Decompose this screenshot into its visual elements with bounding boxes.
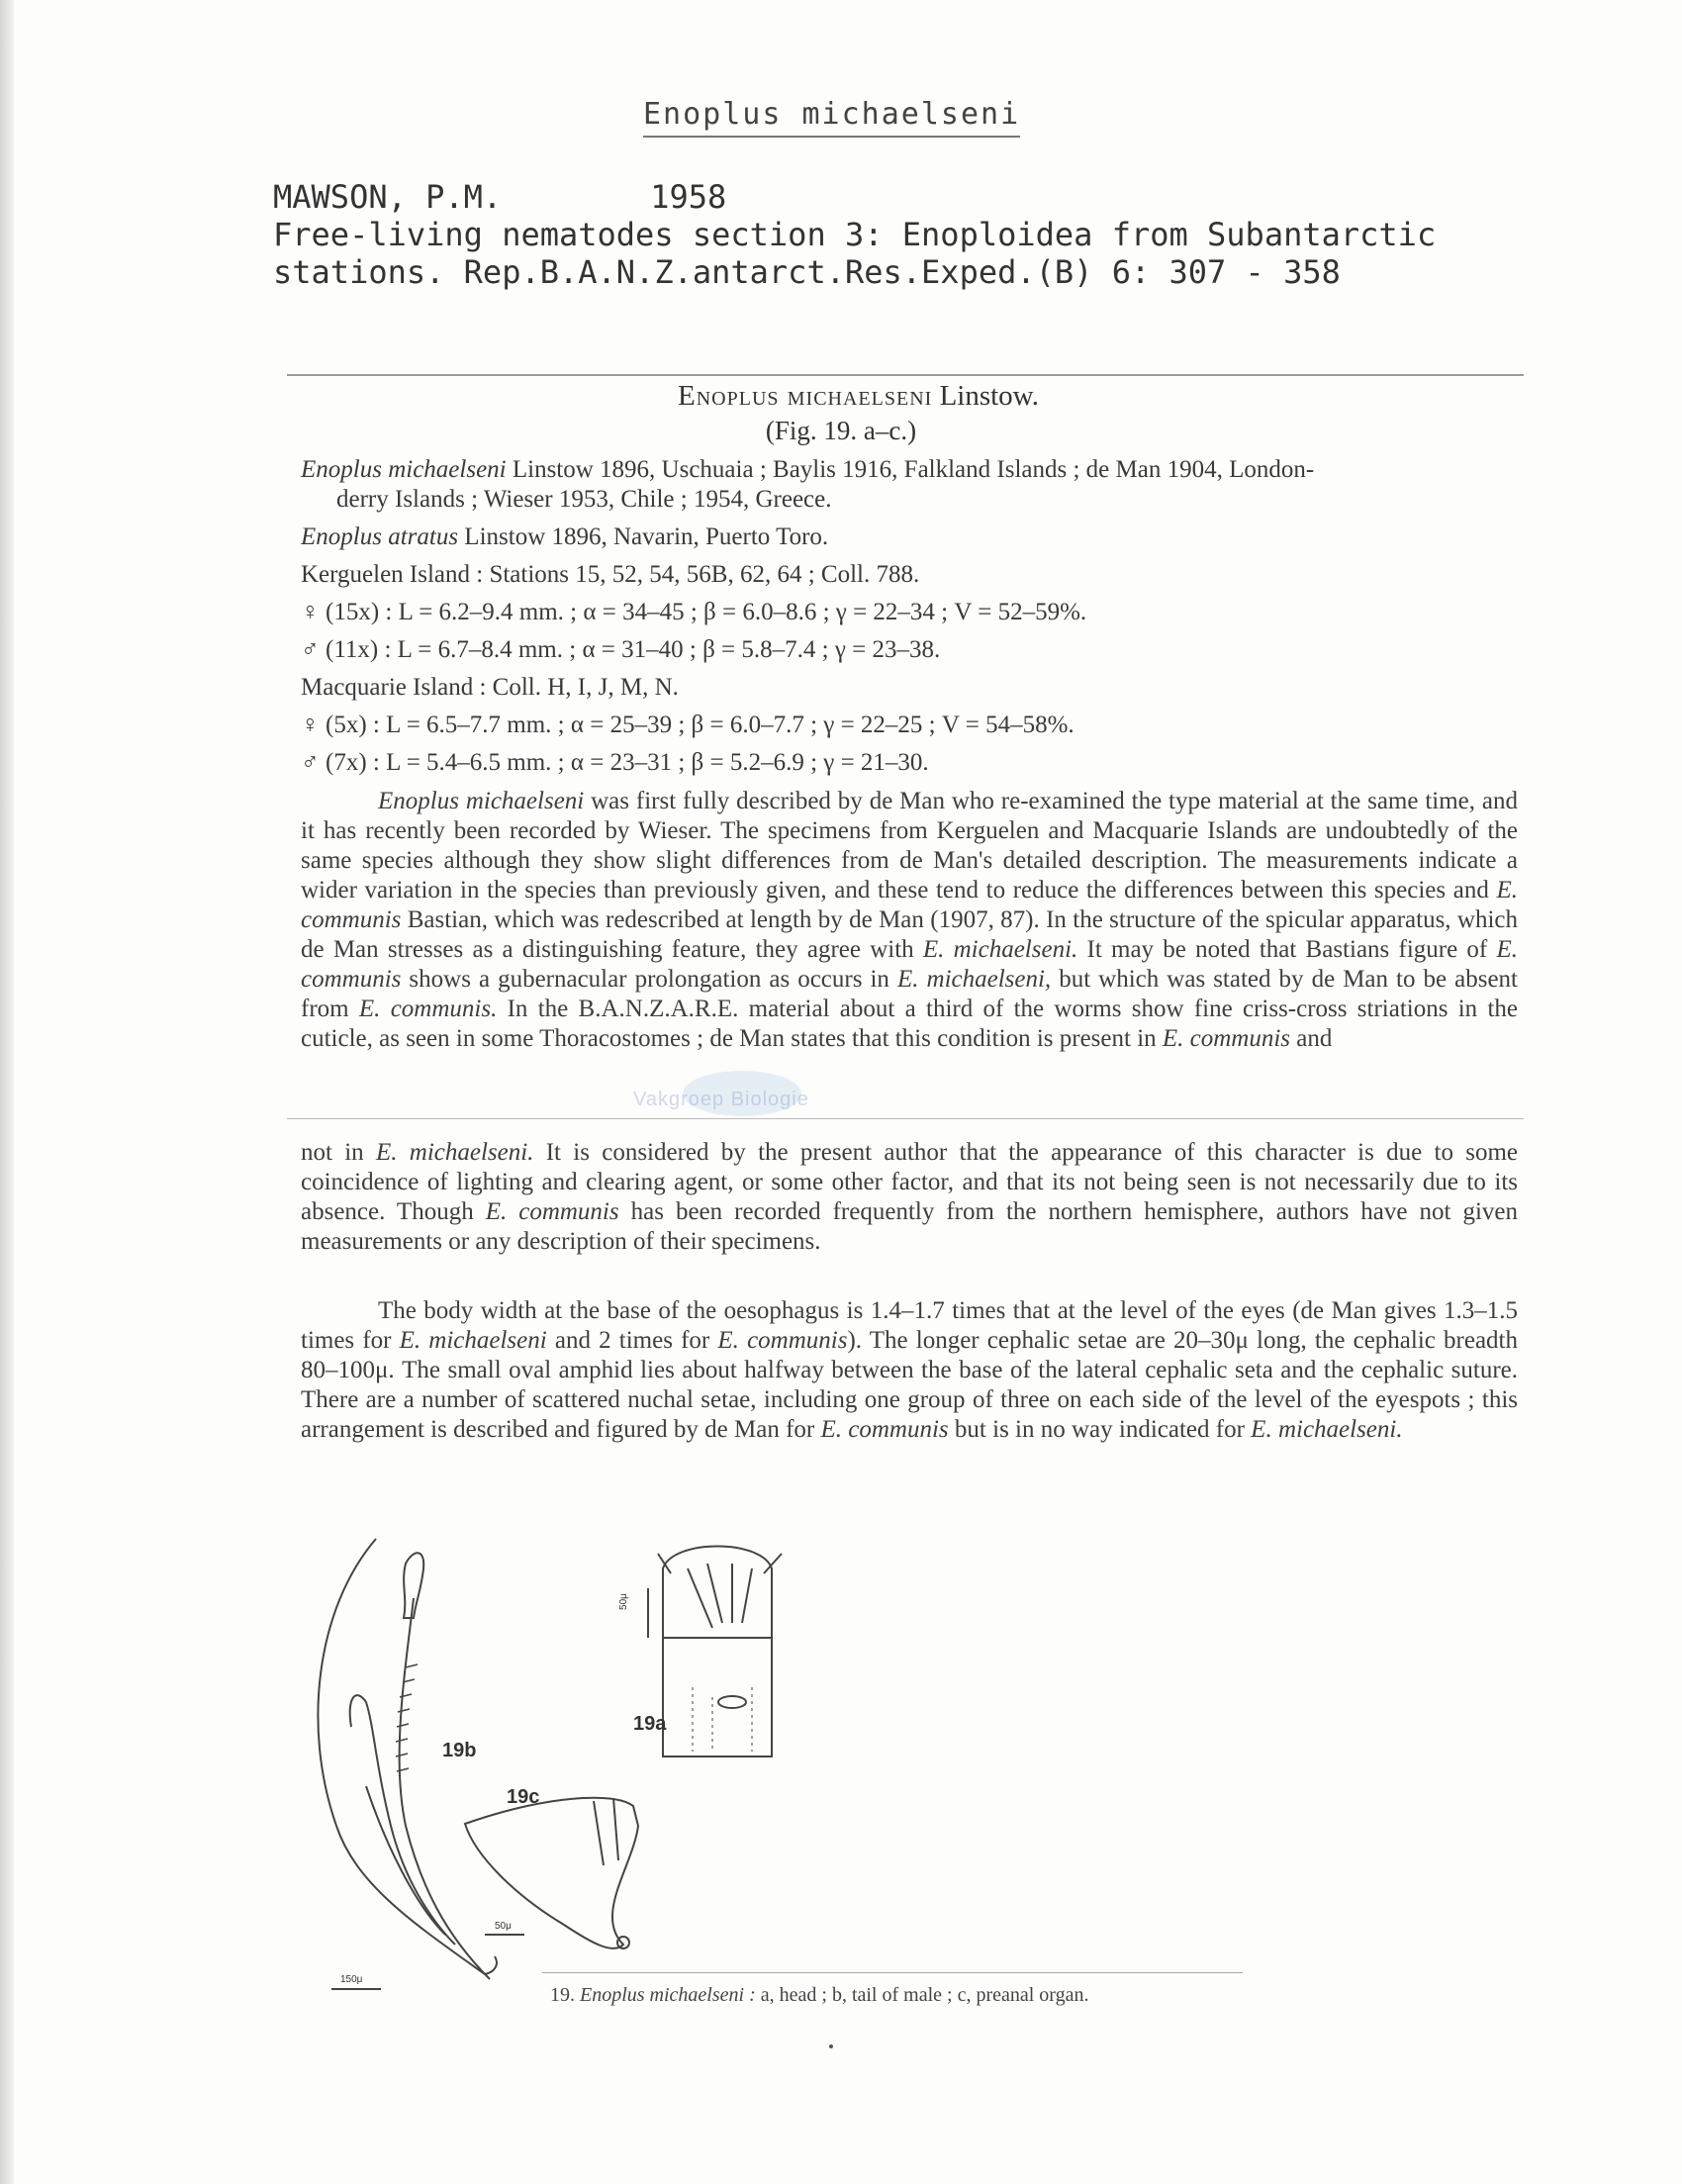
preanal-organ-tip xyxy=(617,1937,629,1948)
synonymy-line: Enoplus atratus Linstow 1896, Navarin, Puerto Toro. xyxy=(301,523,829,550)
scan-speck xyxy=(829,2044,833,2048)
body-paragraph-2: not in E. michaelseni. It is considered by the present author that the appearance of this character is due to some coincidence of lighting and clearing agent, or some other factor, and that its not being seen is not necessarily due to its absence. Though E. communis has been recorded frequently from the northern hemisphere, authors have not given measurements or any description of their specimens. xyxy=(301,1139,1518,1255)
scale-label-a: 50μ xyxy=(617,1593,629,1610)
species-heading xyxy=(678,380,1039,413)
locality-line: Macquarie Island : Coll. H, I, J, M, N. xyxy=(301,674,679,701)
locality-line: Kerguelen Island : Stations 15, 52, 54, 56B, 62, 64 ; Coll. 788. xyxy=(301,561,920,588)
tail-tip xyxy=(485,1956,497,1974)
citation-block xyxy=(273,178,1436,291)
figure-19 xyxy=(297,1529,1286,2004)
scale-label-c: 50μ xyxy=(495,1921,512,1932)
figure-drawing xyxy=(297,1529,1286,2004)
species-authority: Linstow. xyxy=(939,380,1039,412)
author: MAWSON, P.M. xyxy=(273,178,503,216)
page-join-line xyxy=(287,1118,1524,1119)
measurement-line: ♀ (15x) : L = 6.2–9.4 mm. ; α = 34–45 ; β = 6.0–8.6 ; γ = 22–34 ; V = 52–59%. xyxy=(301,599,1087,625)
figure-label-c: 19c xyxy=(507,1786,540,1808)
author-year-line xyxy=(273,178,1436,216)
citation-line-2: stations. Rep.B.A.N.Z.antarct.Res.Exped.(B) 6: 307 - 358 xyxy=(273,253,1341,291)
synonymy-line: Enoplus michaelseni Linstow 1896, Uschuaia ; Baylis 1916, Falkland Islands ; de Man 1904, London- derry Islands ; Wieser 1953, Chile ; 1954, Greece. xyxy=(301,456,1315,513)
preanal-organ-lines xyxy=(594,1798,618,1865)
scale-label-b: 150μ xyxy=(340,1974,363,1985)
scan-edge-shadow xyxy=(0,0,14,2184)
species-name: Enoplus michaelseni xyxy=(678,380,933,412)
figure-label-a: 19a xyxy=(633,1713,667,1735)
measurement-line: ♀ (5x) : L = 6.5–7.7 mm. ; α = 25–39 ; β = 6.0–7.7 ; γ = 22–25 ; V = 54–58%. xyxy=(301,712,1075,738)
watermark-text: Vakgroep Biologie xyxy=(633,1089,809,1110)
year: 1958 xyxy=(650,178,727,216)
measurement-line: ♂ (7x) : L = 5.4–6.5 mm. ; α = 23–31 ; β = 5.2–6.9 ; γ = 21–30. xyxy=(301,749,929,776)
figure-caption: 19. Enoplus michaelseni : a, head ; b, tail of male ; c, preanal organ. xyxy=(550,1984,1089,2006)
figure-label-b: 19b xyxy=(442,1740,477,1761)
body-paragraph-1: Enoplus michaelseni was first fully described by de Man who re-examined the type material at the same time, and it has recently been recorded by Wieser. The specimens from Kerguelen and Macquarie Islands are undoubtedly of the same species although they show slight differences from de Man's detailed description. The measurements indicate a wider variation in the species than previously given, and these tend to reduce the differences between this species and E. communis Bastian, which was redescribed at length by de Man (1907, 87). In the structure of the spicular apparatus, which de Man stresses as a distinguishing feature, they agree with E. michaelseni. It may be noted that Bastians figure of E. communis shows a gubernacular prolongation as occurs in E. michaelseni, but which was stated by de Man to be absent from E. communis. In the B.A.N.Z.A.R.E. material about a third of the worms show fine criss-cross striations in the cuticle, as seen in some Thoracostomes ; de Man states that this condition is present in E. communis and xyxy=(301,788,1518,1052)
jaws xyxy=(688,1564,752,1628)
gubernaculum xyxy=(366,1786,445,1935)
body-paragraph-3: The body width at the base of the oesophagus is 1.4–1.7 times that at the level of the eyes (de Man gives 1.3–1.5 times for E. michaelseni and 2 times for E. communis). The longer cephalic setae are 20–30μ long, the cephalic breadth 80–100μ. The small oval amphid lies about halfway between the base of the lateral cephalic seta and the cephalic suture. There are a number of scattered nuchal setae, including one group of three on each side of the level of the eyespots ; this arrangement is described and figured by de Man for E. communis but is in no way indicated for E. michaelseni. xyxy=(301,1297,1518,1443)
caudal-setae xyxy=(396,1664,418,1771)
page-title: Enoplus michaelseni xyxy=(643,97,1020,138)
supplement-organ xyxy=(404,1553,423,1618)
spicule xyxy=(350,1695,455,1945)
measurement-line: ♂ (11x) : L = 6.7–8.4 mm. ; α = 31–40 ; β = 5.8–7.4 ; γ = 23–38. xyxy=(301,636,941,663)
synonymy-list xyxy=(301,455,1518,786)
citation-line-1: Free-living nematodes section 3: Enoploidea from Subantarctic xyxy=(273,216,1437,253)
header-divider xyxy=(287,374,1524,376)
caption-divider xyxy=(542,1972,1243,1973)
head-outline xyxy=(663,1547,772,1757)
amphid xyxy=(718,1696,746,1708)
figure-reference: (Fig. 19. a–c.) xyxy=(765,416,917,445)
preanal-organ-outline xyxy=(465,1798,638,1948)
